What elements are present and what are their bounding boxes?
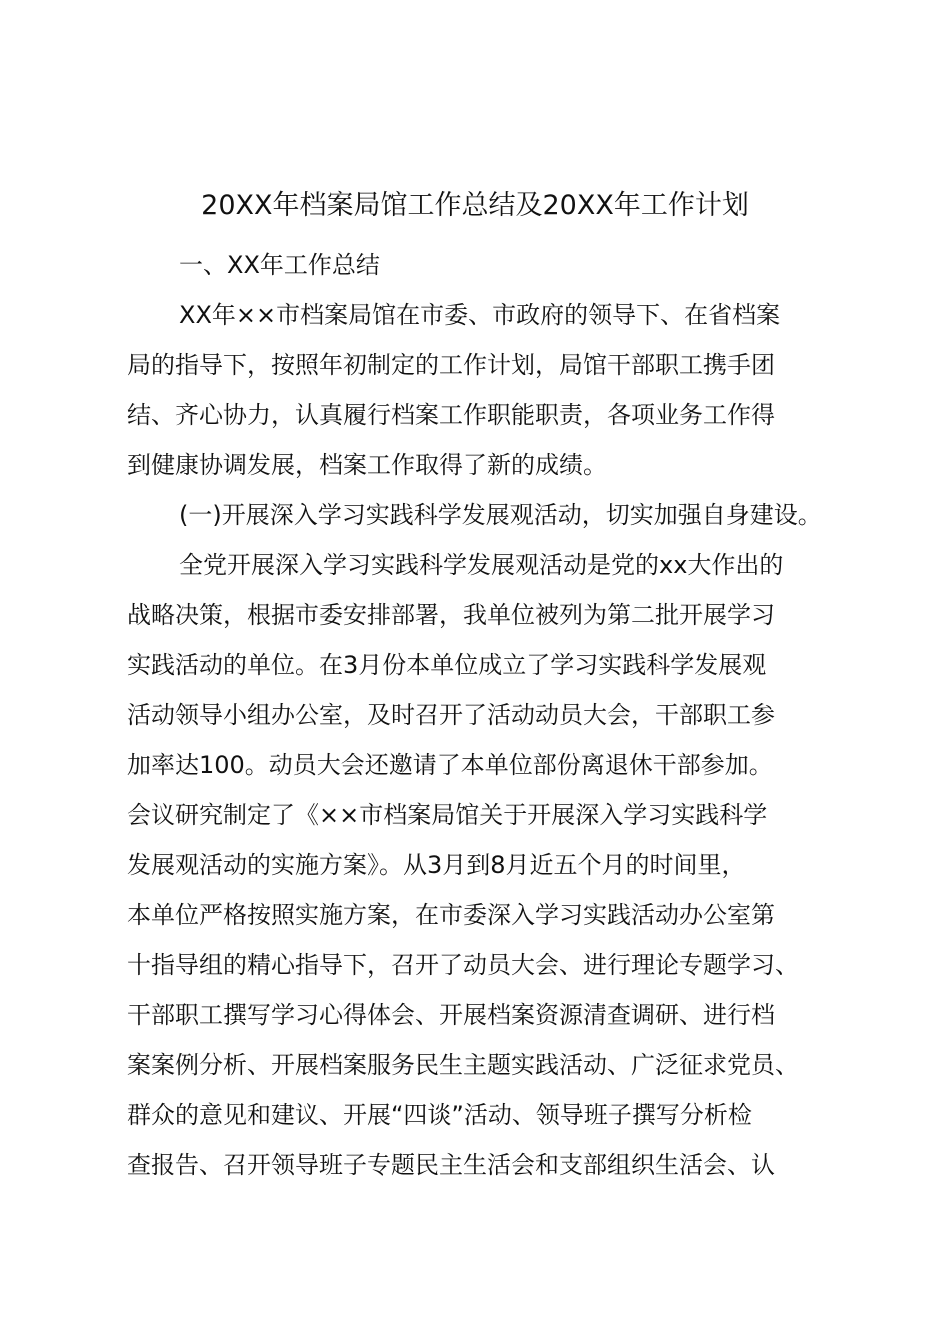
paragraph-line: 结、齐心协力，认真履行档案工作职能职责，各项业务工作得 xyxy=(127,401,775,429)
document-title: 20XX年档案局馆工作总结及20XX年工作计划 xyxy=(201,190,749,221)
section-heading: 一、XX年工作总结 xyxy=(179,251,380,279)
paragraph-line: XX年××市档案局馆在市委、市政府的领导下、在省档案 xyxy=(179,301,781,329)
paragraph-line: 局的指导下，按照年初制定的工作计划，局馆干部职工携手团 xyxy=(127,351,775,379)
paragraph-line: 群众的意见和建议、开展“四谈”活动、领导班子撰写分析检 xyxy=(127,1101,752,1129)
paragraph-line: 干部职工撰写学习心得体会、开展档案资源清查调研、进行档 xyxy=(127,1001,775,1029)
paragraph-line: 查报告、召开领导班子专题民主生活会和支部组织生活会、认 xyxy=(127,1151,775,1179)
paragraph-line: 会议研究制定了《××市档案局馆关于开展深入学习实践科学 xyxy=(127,801,768,829)
paragraph-line: 全党开展深入学习实践科学发展观活动是党的xx大作出的 xyxy=(179,551,784,579)
paragraph-line: 到健康协调发展，档案工作取得了新的成绩。 xyxy=(127,451,607,479)
paragraph-line: 加率达100。动员大会还邀请了本单位部份离退休干部参加。 xyxy=(127,751,773,779)
paragraph-line: 实践活动的单位。在3月份本单位成立了学习实践科学发展观 xyxy=(127,651,767,679)
paragraph-line: 十指导组的精心指导下，召开了动员大会、进行理论专题学习、 xyxy=(127,951,799,979)
paragraph-line: 战略决策，根据市委安排部署，我单位被列为第二批开展学习 xyxy=(127,601,775,629)
paragraph-line: 活动领导小组办公室，及时召开了活动动员大会，干部职工参 xyxy=(127,701,775,729)
subsection-heading: (一)开展深入学习实践科学发展观活动，切实加强自身建设。 xyxy=(179,501,822,529)
paragraph-line: 发展观活动的实施方案》。从3月到8月近五个月的时间里， xyxy=(127,851,746,879)
paragraph-line: 本单位严格按照实施方案，在市委深入学习实践活动办公室第 xyxy=(127,901,775,929)
document-body xyxy=(127,240,839,1190)
paragraph-line: 案案例分析、开展档案服务民生主题实践活动、广泛征求党员、 xyxy=(127,1051,799,1079)
